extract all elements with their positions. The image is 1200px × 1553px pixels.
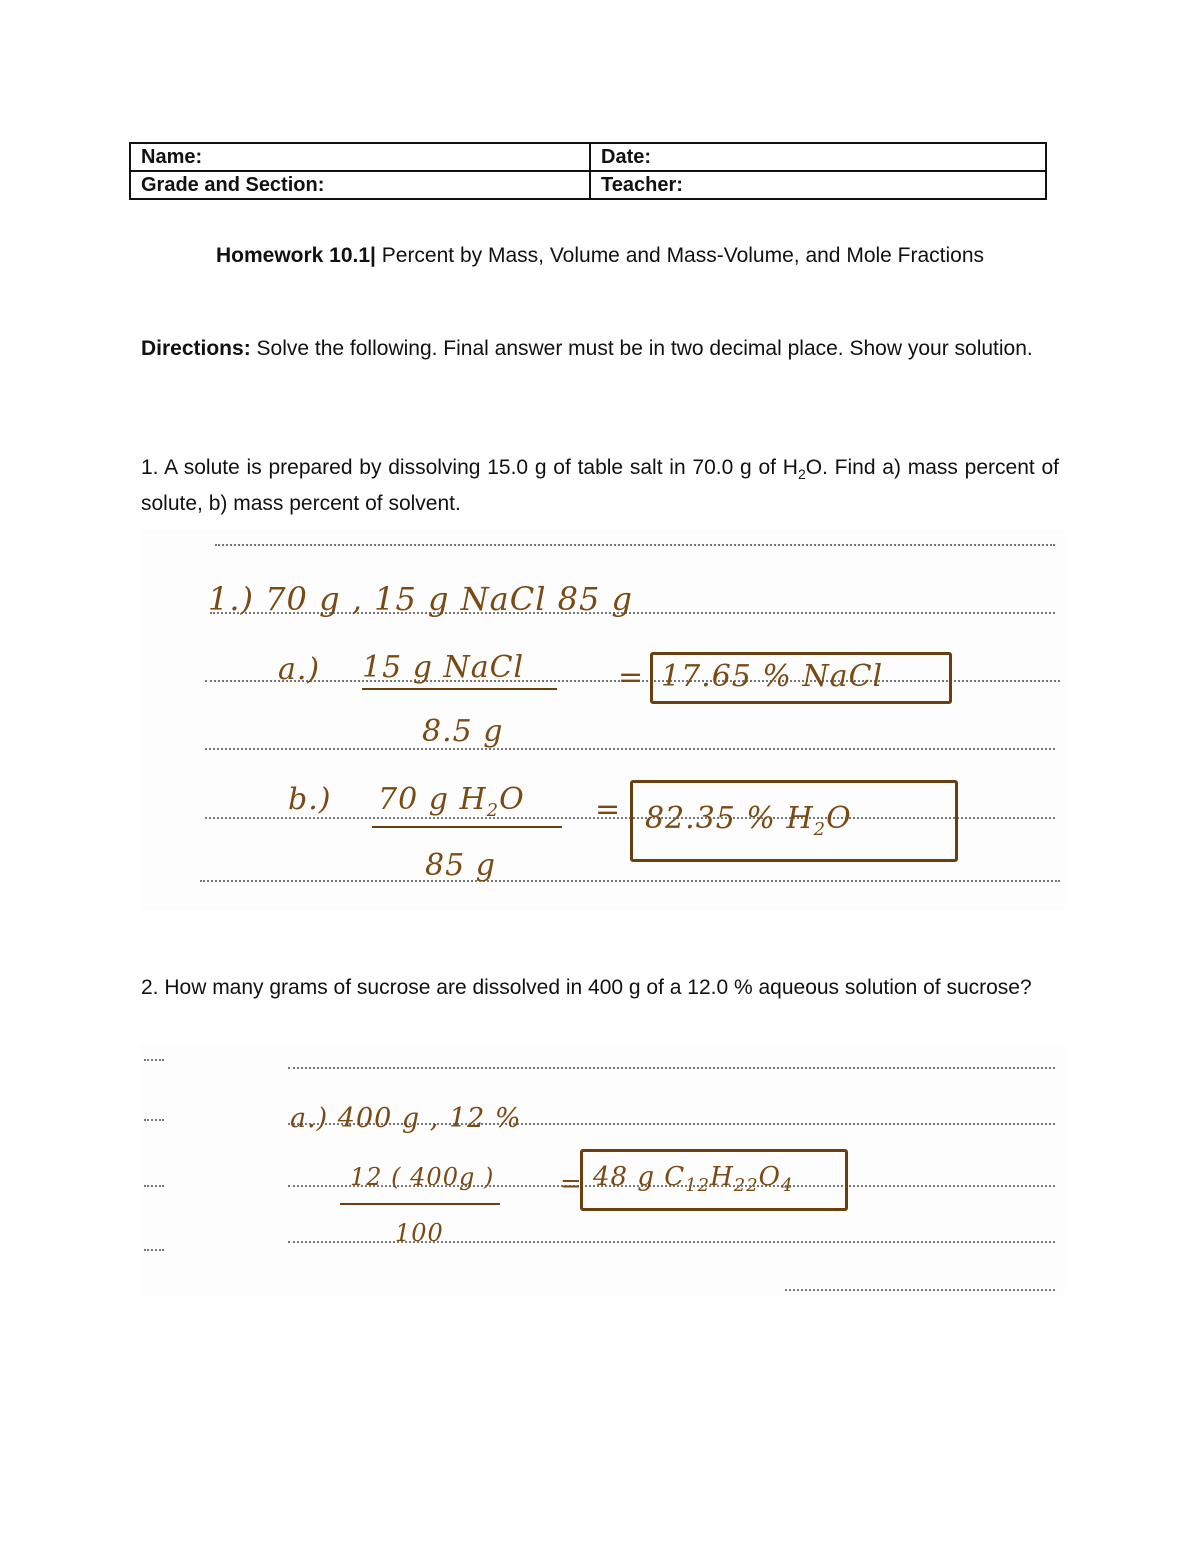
directions-label: Directions: [141,337,251,360]
grade-section-field: Grade and Section: [130,171,590,199]
answer-2-numerator: 12 ( 400g ) [350,1163,495,1191]
name-field: Name: [130,143,590,171]
directions [141,334,1059,364]
answer-1b-numerator: 70 g $H_2O$ [378,782,525,821]
question-2: 2. How many grams of sucrose are dissolved in 400 g of a 12.0 % aqueous solution of sucrose? [141,976,1032,999]
homework-number: Homework 10.1| [215,244,376,267]
directions-text: Solve the following. Final answer must be in two decimal place. Show your solution. [250,337,1033,360]
answer-1a-label: a.) [278,652,321,687]
teacher-field: Teacher: [590,171,1046,199]
answer-2-scan: a.) 400 g , 12 % 12 ( 400g ) 100 = 48 g $C_{12}H_{22}O_4$ [140,1045,1065,1295]
homework-title [0,244,1200,268]
answer-1b-box [630,780,958,862]
answer-1a-denominator: 8.5 g [422,714,504,749]
student-info-table [129,142,1047,200]
answer-1a-box [650,652,952,704]
answer-1-scan: 1.) 70 g , 15 g NaCl 85 g a.) 15 g NaCl 8.5 g = 17.65 % NaCl b.) 70 g $H_2O$ 85 g = 82.35 % $H_2O$ [140,530,1065,910]
answer-1b-label: b.) [288,782,332,817]
date-field: Date: [590,143,1046,171]
answer-1b-result: 82.35 % $H_2O$ [645,801,852,840]
answer-2-result: 48 g $C_{12}H_{22}O_4$ [593,1162,794,1197]
answer-1a-result: 17.65 % NaCl [661,659,884,694]
answer-2-box [580,1149,848,1211]
homework-topic: Percent by Mass, Volume and Mass-Volume, and Mole Fractions [375,244,985,267]
answer-1a-numerator: 15 g NaCl [362,650,525,685]
question-1: 1. A solute is prepared by dissolving 15.0 g of table salt in 70.0 g of $H_2O$. Find a) mass percent of solute, b) mass percent of solvent. [141,456,1059,516]
answer-1-givens: 1.) 70 g , 15 g NaCl 85 g [208,580,633,618]
answer-2-givens: a.) 400 g , 12 % [290,1103,522,1134]
answer-2-denominator: 100 [395,1219,444,1247]
answer-1b-denominator: 85 g [425,848,496,883]
